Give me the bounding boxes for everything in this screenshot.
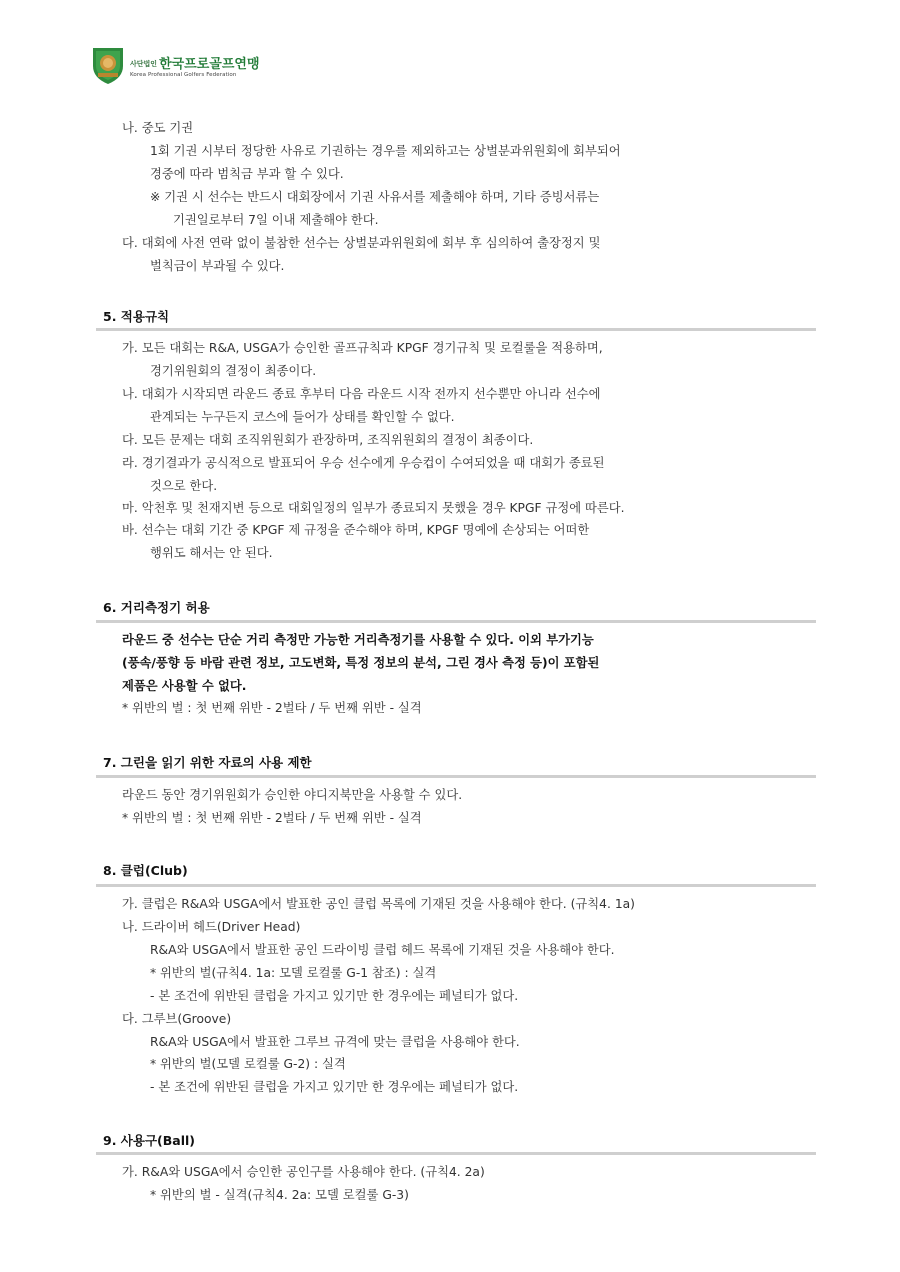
- penalty-line: * 위반의 벌 : 첫 번째 위반 - 2벌타 / 두 번째 위반 - 실격: [122, 811, 422, 825]
- text-line: 관계되는 누구든지 코스에 들어가 상태를 확인할 수 없다.: [150, 410, 455, 424]
- text-line: R&A와 USGA에서 발표한 그루브 규격에 맞는 클럽을 사용해야 한다.: [150, 1035, 520, 1049]
- text-line: - 본 조건에 위반된 클럽을 가지고 있기만 한 경우에는 페널티가 없다.: [150, 1080, 519, 1094]
- text-line: 경중에 따라 범칙금 부과 할 수 있다.: [150, 167, 344, 181]
- text-line: - 본 조건에 위반된 클럽을 가지고 있기만 한 경우에는 페널티가 없다.: [150, 989, 519, 1003]
- section-divider: [96, 884, 816, 887]
- text-line: 다. 그루브(Groove): [122, 1012, 232, 1026]
- section-7-title: 7. 그린을 읽기 위한 자료의 사용 제한: [103, 755, 312, 770]
- text-line: 가. R&A와 USGA에서 승인한 공인구를 사용해야 한다. (규칙4. 2a): [122, 1165, 485, 1179]
- text-line: 나. 대회가 시작되면 라운드 종료 후부터 다음 라운드 시작 전까지 선수뿐만 아니라 선수에: [122, 387, 601, 401]
- section-divider: [96, 620, 816, 623]
- section-8-title: 8. 클럽(Club): [103, 863, 188, 878]
- text-line: 가. 모든 대회는 R&A, USGA가 승인한 골프규칙과 KPGF 경기규칙 및 로컬룰을 적용하며,: [122, 341, 603, 355]
- logo-title-text: 한국프로골프연맹: [159, 57, 260, 72]
- text-line: 다. 모든 문제는 대회 조직위원회가 관장하며, 조직위원회의 결정이 최종이다.: [122, 433, 534, 447]
- section-divider: [96, 1152, 816, 1155]
- item-mid-withdrawal: 나. 중도 기권: [122, 121, 194, 135]
- penalty-line: * 위반의 벌(규칙4. 1a: 모델 로컬룰 G-1 참조) : 실격: [150, 966, 437, 980]
- item-absence: 다. 대회에 사전 연락 없이 불참한 선수는 상벌분과위원회에 회부 후 심의하여 출장정지 및: [122, 236, 601, 250]
- text-line: 라. 경기결과가 공식적으로 발표되어 우승 선수에게 우승컵이 수여되었을 때 대회가 종료된: [122, 456, 605, 470]
- text-line: 라운드 중 선수는 단순 거리 측정만 가능한 거리측정기를 사용할 수 있다. 이외 부가기능: [122, 633, 594, 647]
- penalty-line: * 위반의 벌(모델 로컬룰 G-2) : 실격: [150, 1057, 346, 1071]
- section-6-title: 6. 거리측정기 허용: [103, 600, 210, 615]
- section-9-title: 9. 사용구(Ball): [103, 1133, 195, 1148]
- text-line: 바. 선수는 대회 기간 중 KPGF 제 규정을 준수해야 하며, KPGF 명예에 손상되는 어떠한: [122, 523, 590, 537]
- section-5-title: 5. 적용규칙: [103, 309, 170, 324]
- text-line: 1회 기권 시부터 정당한 사유로 기권하는 경우를 제외하고는 상벌분과위원회에 회부되어: [150, 144, 621, 158]
- text-line: 행위도 해서는 안 된다.: [150, 546, 273, 560]
- note-line: 기권일로부터 7일 이내 제출해야 한다.: [173, 213, 379, 227]
- text-line: 벌칙금이 부과될 수 있다.: [150, 259, 285, 273]
- text-line: (풍속/풍향 등 바람 관련 정보, 고도변화, 특정 정보의 분석, 그린 경사 측정 등)이 포함된: [122, 656, 600, 670]
- logo-subtitle: Korea Professional Golfers Federation: [130, 72, 237, 78]
- penalty-line: * 위반의 벌 : 첫 번째 위반 - 2벌타 / 두 번째 위반 - 실격: [122, 701, 422, 715]
- text-line: 나. 드라이버 헤드(Driver Head): [122, 920, 301, 934]
- text-line: 것으로 한다.: [150, 479, 218, 493]
- text-line: 마. 악천후 및 천재지변 등으로 대회일정의 일부가 종료되지 못했을 경우 KPGF 규정에 따른다.: [122, 501, 625, 515]
- logo-prefix: 사단법인: [130, 60, 158, 68]
- text-line: 경기위원회의 결정이 최종이다.: [150, 364, 317, 378]
- text-line: R&A와 USGA에서 발표한 공인 드라이빙 클럽 헤드 목록에 기재된 것을 사용해야 한다.: [150, 943, 615, 957]
- text-line: 가. 클럽은 R&A와 USGA에서 발표한 공인 클럽 목록에 기재된 것을 사용해야 한다. (규칙4. 1a): [122, 897, 635, 911]
- text-line: 라운드 동안 경기위원회가 승인한 야디지북만을 사용할 수 있다.: [122, 788, 463, 802]
- section-divider: [96, 328, 816, 331]
- kpgf-logo: [90, 44, 290, 88]
- note-line: ※ 기권 시 선수는 반드시 대회장에서 기권 사유서를 제출해야 하며, 기타 증빙서류는: [150, 190, 600, 204]
- section-divider: [96, 775, 816, 778]
- logo-title: [130, 53, 260, 72]
- text-line: 제품은 사용할 수 없다.: [122, 679, 247, 693]
- penalty-line: * 위반의 벌 - 실격(규칙4. 2a: 모델 로컬룰 G-3): [150, 1188, 409, 1202]
- shield-emblem-icon: [90, 44, 126, 86]
